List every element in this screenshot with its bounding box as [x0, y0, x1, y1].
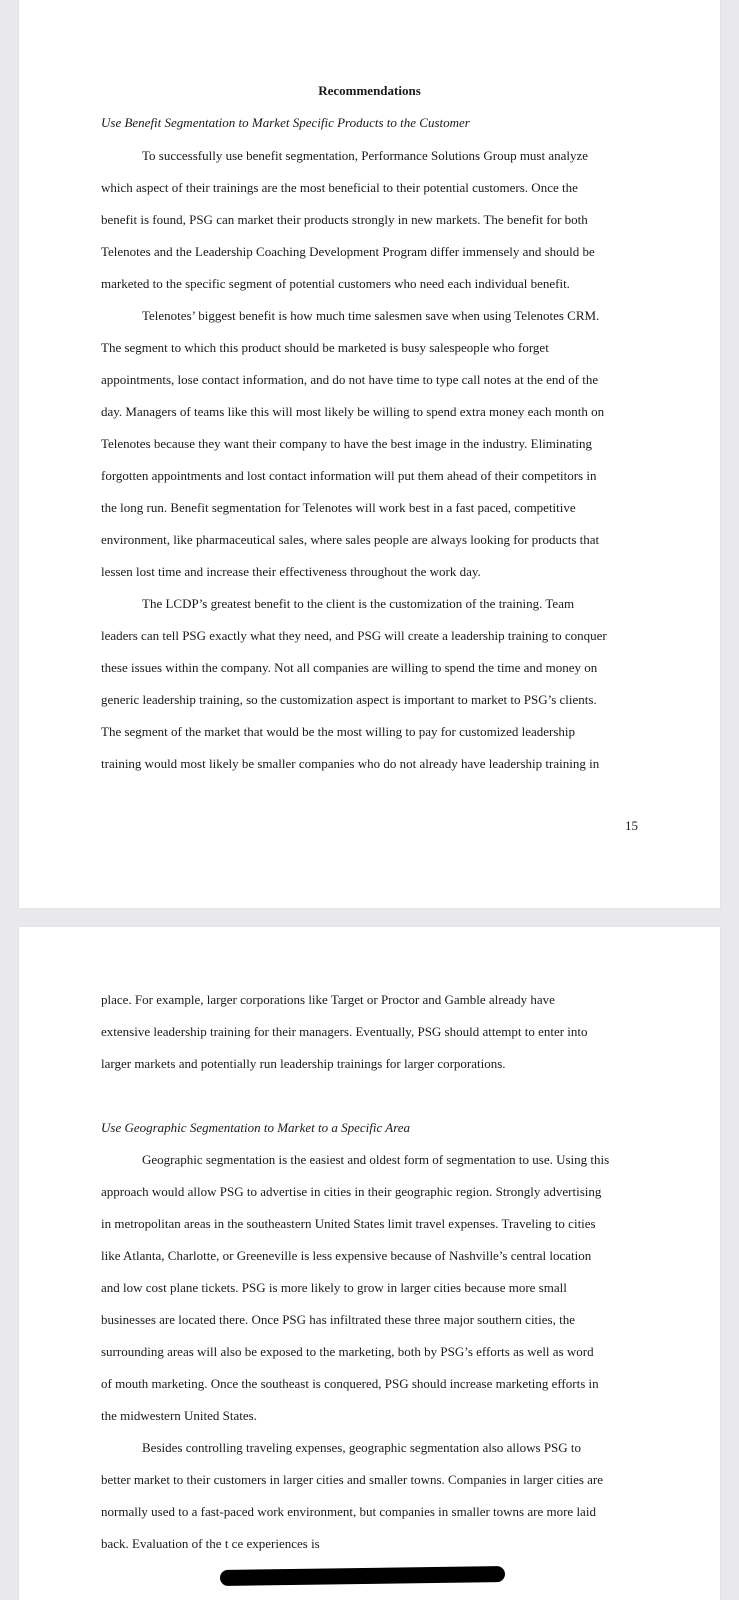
page-number: 15: [625, 818, 638, 833]
body-text-line: the midwestern United States.: [101, 1408, 257, 1423]
body-text-line: in metropolitan areas in the southeastern United States limit travel expenses. Traveling to cities: [101, 1216, 596, 1231]
body-text-line: Telenotes and the Leadership Coaching Development Program differ immensely and should be: [101, 244, 595, 259]
body-text-line: normally used to a fast-paced work environment, but companies in smaller towns are more laid: [101, 1504, 596, 1519]
body-text-line: Besides controlling traveling expenses, geographic segmentation also allows PSG to: [142, 1440, 582, 1455]
body-text-line: back. Evaluation of the t ce experiences is: [101, 1536, 320, 1551]
body-text-line: these issues within the company. Not all companies are willing to spend the time and money on: [101, 660, 598, 675]
subsection-heading: Use Benefit Segmentation to Market Specific Products to the Customer: [101, 115, 470, 130]
body-text-line: better market to their customers in larger cities and smaller towns. Companies in larger cities are: [101, 1472, 604, 1487]
body-text-line: leaders can tell PSG exactly what they need, and PSG will create a leadership training to conquer: [101, 628, 607, 643]
body-text-line: To successfully use benefit segmentation, Performance Solutions Group must analyze: [142, 148, 589, 163]
body-text-line: lessen lost time and increase their effectiveness throughout the work day.: [101, 564, 481, 579]
body-text-line: businesses are located there. Once PSG has infiltrated these three major southern cities, the: [101, 1312, 575, 1327]
body-text-line: generic leadership training, so the customization aspect is important to market to PSG’s clients.: [101, 692, 597, 707]
section-heading: Recommendations: [318, 83, 421, 98]
body-text-line: environment, like pharmaceutical sales, where sales people are always looking for products that: [101, 532, 600, 547]
body-text-line: marketed to the specific segment of potential customers who need each individual benefit.: [101, 276, 570, 291]
body-text-line: The segment to which this product should be marketed is busy salespeople who forget: [101, 340, 549, 355]
subsection-heading: Use Geographic Segmentation to Market to a Specific Area: [101, 1120, 411, 1135]
body-text-line: larger markets and potentially run leadership trainings for larger corporations.: [101, 1056, 506, 1071]
body-text-line: approach would allow PSG to advertise in cities in their geographic region. Strongly advertising: [101, 1184, 602, 1199]
body-text-line: surrounding areas will also be exposed to the marketing, both by PSG’s efforts as well as word: [101, 1344, 594, 1359]
body-text-line: extensive leadership training for their managers. Eventually, PSG should attempt to enter into: [101, 1024, 588, 1039]
body-text-line: The LCDP’s greatest benefit to the client is the customization of the training. Team: [142, 596, 575, 611]
body-text-line: appointments, lose contact information, and do not have time to type call notes at the end of the: [101, 372, 599, 387]
body-text-line: place. For example, larger corporations like Target or Proctor and Gamble already have: [101, 992, 555, 1007]
body-text-line: forgotten appointments and lost contact information will put them ahead of their competitors in: [101, 468, 597, 483]
body-text-line: benefit is found, PSG can market their products strongly in new markets. The benefit for both: [101, 212, 588, 227]
body-text-line: the long run. Benefit segmentation for Telenotes will work best in a fast paced, competitive: [101, 500, 576, 515]
body-text-line: Geographic segmentation is the easiest and oldest form of segmentation to use. Using this: [142, 1152, 610, 1167]
body-text-line: training would most likely be smaller companies who do not already have leadership training in: [101, 756, 600, 771]
body-text-line: which aspect of their trainings are the most beneficial to their potential customers. Once the: [101, 180, 578, 195]
body-text-line: of mouth marketing. Once the southeast is conquered, PSG should increase marketing efforts in: [101, 1376, 599, 1391]
body-text-line: like Atlanta, Charlotte, or Greeneville is less expensive because of Nashville’s central location: [101, 1248, 592, 1263]
body-text-line: and low cost plane tickets. PSG is more likely to grow in larger cities because more small: [101, 1280, 567, 1295]
body-text-line: day. Managers of teams like this will most likely be willing to spend extra money each month on: [101, 404, 605, 419]
document-page-1: [19, 0, 720, 908]
body-text-line: Telenotes’ biggest benefit is how much time salesmen save when using Telenotes CRM.: [142, 308, 600, 323]
body-text-line: Telenotes because they want their company to have the best image in the industry. Eliminating: [101, 436, 593, 451]
document-page-2: [19, 927, 720, 1600]
body-text-line: The segment of the market that would be the most willing to pay for customized leadership: [101, 724, 576, 739]
